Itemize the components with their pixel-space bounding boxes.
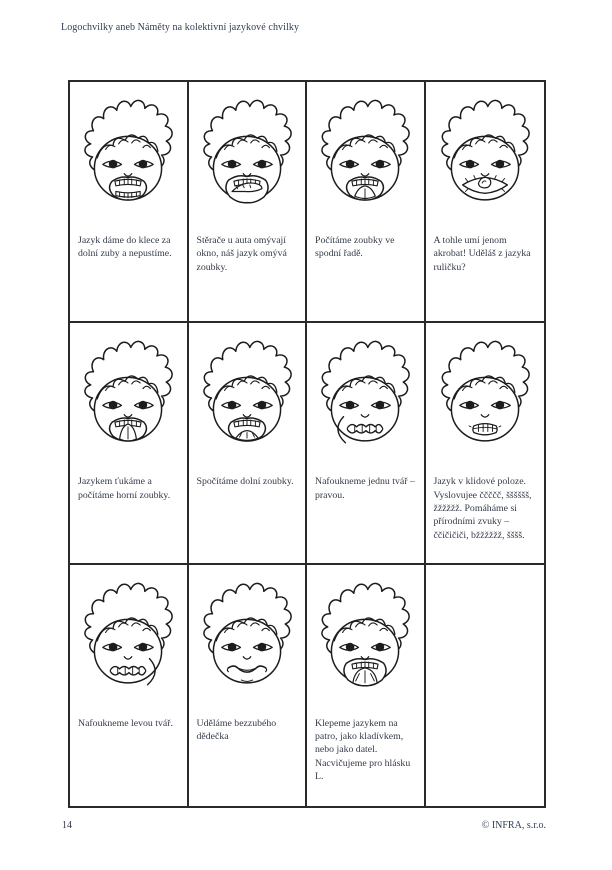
card-cell [426,82,545,323]
card-cell [189,565,308,806]
card-caption: Spočítáme dolní zoubky. [196,476,294,488]
child-face-illustration [189,82,306,232]
face-svg [309,326,421,468]
child-face-illustration [426,323,545,473]
card-caption: Klepeme jazykem na patro, jako kladívkem, nebo jako datel. Nacvičujeme pro hlásku L. [315,717,411,782]
child-face-illustration [426,565,545,715]
face-svg [429,326,541,468]
card-caption: A tohle umí jenom akrobat! Uděláš z jazyka ruličku? [433,235,531,273]
card-caption [426,715,545,717]
card-cell [307,565,426,806]
page-footer [62,820,546,834]
face-svg [72,326,184,468]
card-cell [307,82,426,323]
card-cell [426,323,545,564]
card-caption: Nafoukneme levou tvář. [78,717,173,729]
cards-grid [68,80,546,808]
card-cell [70,82,189,323]
child-face-illustration [70,82,187,232]
card-cell [307,323,426,564]
child-face-illustration [307,565,424,715]
card-caption: Jazyk dáme do klece za dolní zuby a nepustíme. [78,235,172,260]
child-face-illustration [426,82,545,232]
child-face-illustration [70,565,187,715]
card-cell [189,323,308,564]
card-cell [70,323,189,564]
face-svg [191,85,303,227]
face-svg [72,85,184,227]
card-caption: Nafoukneme jednu tvář – pravou. [315,476,415,501]
card-caption: Jazykem ťukáme a počítáme horní zoubky. [78,476,171,501]
card-caption: Jazyk v klidové poloze. Vyslovujee ččččč, šššššš, žžžžžž. Pomáháme si přírodními zvuky – ččičičiči, bžžžžžž, šššš. [433,476,532,541]
face-svg [309,568,421,710]
child-face-illustration [189,565,306,715]
face-svg [191,326,303,468]
card-caption: Stěrače u auta omývají okno, náš jazyk omývá zoubky. [196,235,287,273]
card-caption: Uděláme bezzubého dědečka [196,717,277,742]
child-face-illustration [307,323,424,473]
face-svg [72,568,184,710]
face-svg [429,85,541,227]
card-caption: Počítáme zoubky ve spodní řadě. [315,235,395,260]
card-cell [426,565,545,806]
child-face-illustration [70,323,187,473]
child-face-illustration [307,82,424,232]
card-cell [70,565,189,806]
face-svg [309,85,421,227]
page-header-title: Logochvilky aneb Náměty na kolektivní jazykové chvilky [61,22,300,33]
face-svg [191,568,303,710]
page-number: 14 [62,820,72,831]
child-face-illustration [189,323,306,473]
copyright-notice: © INFRA, s.r.o. [481,820,546,831]
card-cell [189,82,308,323]
